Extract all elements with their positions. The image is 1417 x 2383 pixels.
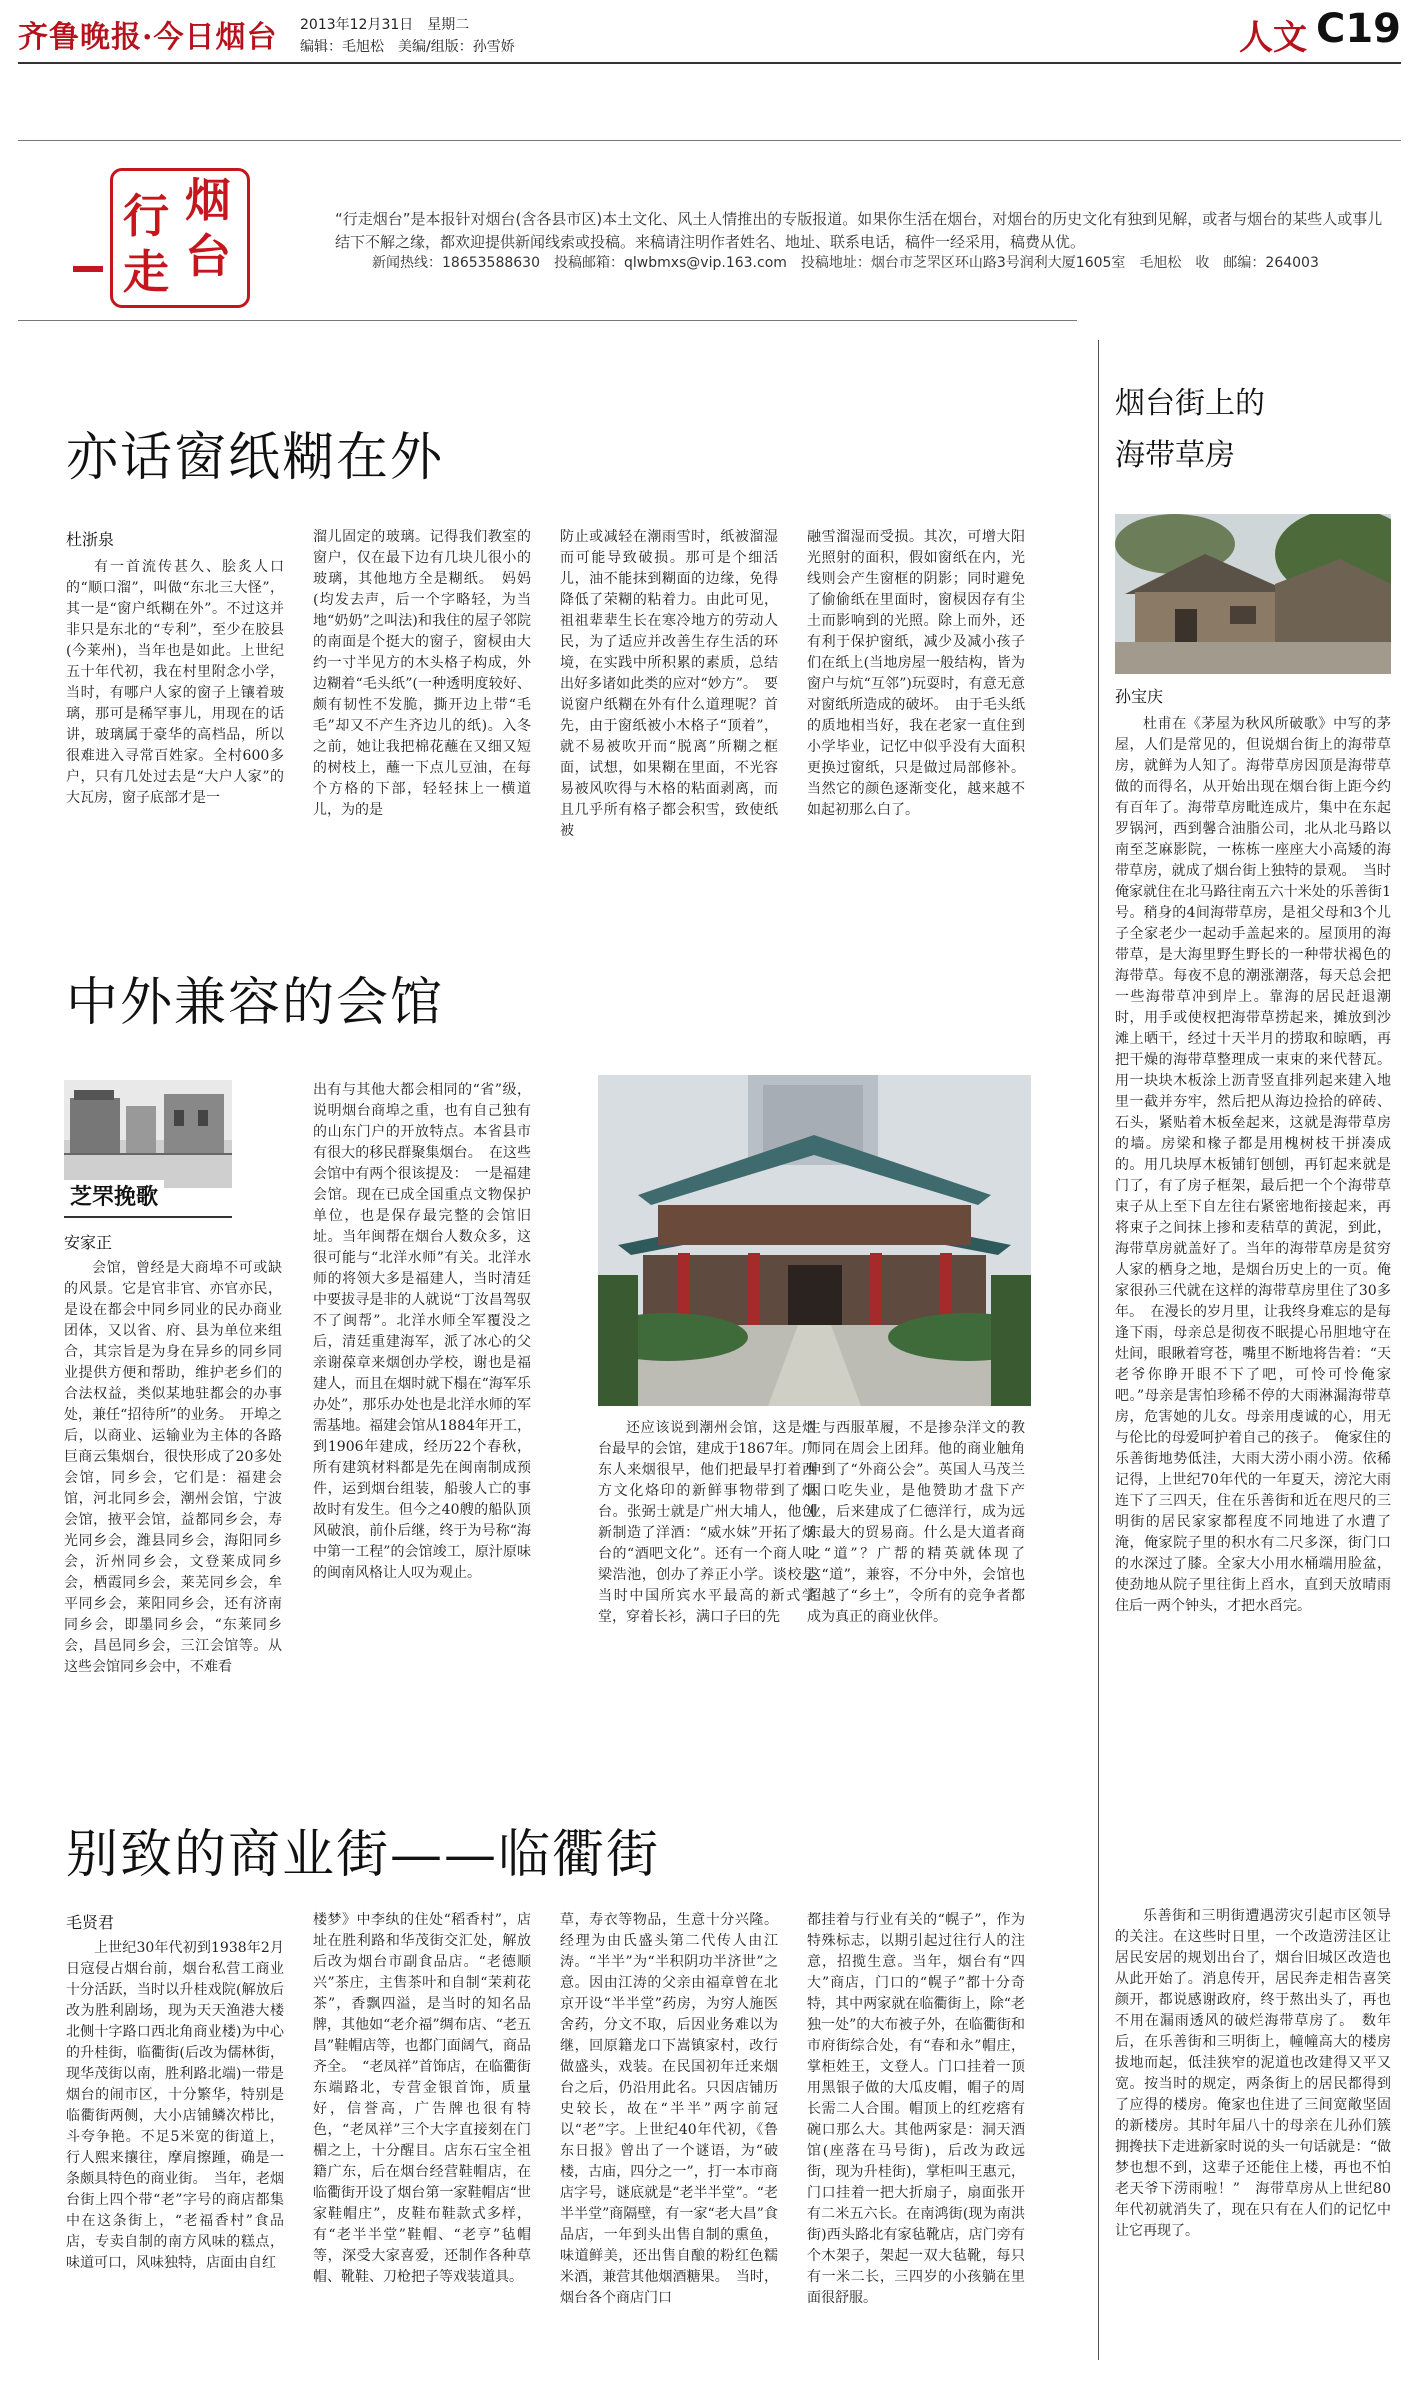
article2-title: 中外兼容的会馆 xyxy=(66,973,445,1033)
issue-date: 2013年12月31日 星期二 xyxy=(300,17,470,33)
article2-column: 还应该说到潮州会馆，这是烟台最早的会馆，建成于1867年。广东人来烟很早，他们把最早打着西方文化烙印的新鲜事物带到了烟台。张弼士就是广州大埔人，他创新制造了洋酒：“威水妹”开拓了烟台的“酒吧文化”。还有一个商人叫梁浩池，创办了养正小学。谈校是当时中国所宾水平最高的新式学堂，穿着长衫，满口子曰的先 xyxy=(598,1420,816,1625)
contact-info: 新闻热线：18653588630 投稿邮箱：qlwbmxs@vip.163.com 投稿地址：烟台市芝罘区环山路3号润利大厦1605室 毛旭松 收 邮编：264003 xyxy=(372,255,1319,271)
article3-column: 楼梦》中李纨的住处“稻香村”，店址在胜利路和华茂街交汇处，解放后改为烟台市副食品店。“老德顺兴”茶庄，主售茶叶和自制“茉莉花茶”，香飘四溢，是当时的知名品牌，其他如“老介福”绸布店、“老五昌”鞋帽店等，也都门面阔气，商品齐全。 “老凤祥”首饰店，在临衢街东端路北，专营金银首饰，质量好，信誉高，广告牌也很有特色，“老凤祥”三个大字直接刻在门楣之上，十分醒目。店东石宝全祖籍广东，后在烟台经营鞋帽店，在临衢街开设了烟台第一家鞋帽店“世家鞋帽庄”，皮鞋布鞋款式多样，有“老半半堂”鞋帽、“老亨”毡帽等，深受大家喜爱，还制作各种草帽、靴鞋、刀枪把子等戏装道具。 xyxy=(313,1912,531,2285)
article3-column: 都挂着与行业有关的“幌子”，作为特殊标志，以期引起过往行人的注意，招揽生意。当年，烟台有“四大”商店，门口的“幌子”都十分奇特，其中两家就在临衢街上，除“老独一处”的大布被子外，在临衢街和市府街综合处，有“春和永”帽庄，掌柜姓王，文登人。门口挂着一顶用黑银子做的大瓜皮帽，帽子的周长需二人合围。帽顶上的红疙瘩有碗口那么大。其他两家是：洞天酒馆(座落在马号街)，后改为政远街，现为升桂街)，掌柜叫王惠元，门口挂着一把大折扇子，扇面张开有二米五六长。在南鸿街(现为南洪街)西头路北有家毡靴店，店门旁有个木架子，架起一双大毡靴，每只有一米二长，三四岁的小孩躺在里面很舒服。 xyxy=(807,1912,1025,2306)
header-rule xyxy=(18,62,1401,64)
seal-accent-bar xyxy=(73,266,103,272)
section-name: 人文 xyxy=(1239,18,1307,58)
column-seal-logo xyxy=(110,168,250,308)
article1-column: 防止或减轻在潮雨雪时，纸被溜湿而可能导致破损。那可是个细活儿，油不能抹到糊面的边缘，免得降低了荣糊的粘着力。由此可见，祖祖辈辈生长在寒冷地方的劳动人民，为了适应并改善生存生活的环境，在实践中所积累的素质，总结出好多诸如此类的应对“妙方”。 要说窗户纸糊在外有什么道理呢？首先，由于窗纸被小木格子“顶着”，就不易被吹开而“脱离”所糊之框面，试想，如果糊在里面，不光容易被风吹得与木格的粘面剥离，而且几乎所有格子都会积雪，致使纸被 xyxy=(560,529,778,839)
article1-title: 亦话窗纸糊在外 xyxy=(66,428,445,488)
sidebar-title: 烟台街上的 xyxy=(1115,386,1265,421)
header-rule-thin xyxy=(18,140,1401,141)
page-number: C19 xyxy=(1315,6,1401,52)
article3-title: 别致的商业街——临衢街 xyxy=(66,1825,661,1885)
article1-column: 融雪溜湿而受损。其次，可增大阳光照射的面积，假如窗纸在内，光线则会产生窗框的阴影；同时避免了偷偷纸在里面时，窗棂因存有尘土而影响到的光照。除上而外，还有利于保护窗纸，减少及减小孩子们在纸上(当地房屋一般结构，皆为窗户与炕“互邻”)玩耍时，有意无意对窗纸所造成的破坏。 由于毛头纸的质地相当好，我在老家一直住到小学毕业，记忆中似乎没有大面积更换过窗纸，只是做过局部修补。当然它的颜色逐渐变化，越来越不如起初那么白了。 xyxy=(807,529,1025,818)
article2-column: 会馆，曾经是大商埠不可或缺的风景。它是官非官、亦官亦民，是设在都会中同乡同业的民办商业团体，又以省、府、县为单位来组合，其宗旨是为身在异乡的同乡同业提供方便和帮助，维护老乡们的合法权益，类似某地驻都会的办事处，兼任“招待所”的业务。 开埠之后，以商业、运输业为主体的各路巨商云集烟台，很快形成了20多处会馆，同乡会，它们是：福建会馆，河北同乡会，潮州会馆，宁波会馆，掖平会馆，益都同乡会，寿光同乡会，潍县同乡会，海阳同乡会，沂州同乡会，文登莱成同乡会，栖霞同乡会，莱芜同乡会，牟平同乡会，莱阳同乡会，还有济南同乡会，即墨同乡会，“东莱同乡会，昌邑同乡会，三江会馆等。从这些会馆同乡会中，不难看 xyxy=(64,1260,282,1675)
column-tag: 芝罘挽歌 xyxy=(64,1180,164,1211)
sidebar-title: 海带草房 xyxy=(1115,438,1235,473)
article1-author: 杜浙泉 xyxy=(66,530,115,549)
column-tag-rule xyxy=(64,1216,232,1218)
sidebar-column: 乐善街和三明街遭遇涝灾引起市区领导的关注。在这些时日里，一个改造涝洼区让居民安居的规划出台了，烟台旧城区改造也从此开始了。消息传开，居民奔走相告喜笑颜开，都说感谢政府，终于熬出头了，再也不用在漏雨透风的破烂海带草房了。 数年后，在乐善街和三明街上，幢幢高大的楼房拔地而起，低洼狭窄的泥道也改建得又平又宽。按当时的规定，两条街上的居民都得到了应得的楼房。俺家也住进了三间宽敞坚固的新楼房。其时年届八十的母亲在儿孙们簇拥搀扶下走进新家时说的头一句话就是：“做梦也想不到，这辈子还能住上楼，再也不怕老天爷下涝雨啦！” 海带草房从上世纪80年代初就消失了，现在只有在人们的记忆中让它再现了。 xyxy=(1115,1908,1391,2239)
article2-author: 安家正 xyxy=(64,1233,113,1252)
article2-column: 出有与其他大都会相同的“省”级，说明烟台商埠之重，也有自己独有的山东门户的开放特点。本省县市有很大的移民群聚集烟台。 在这些会馆中有两个很该提及： 一是福建会馆。现在已成全国重点文物保护单位，也是保存最完整的会馆旧址。当年闽帮在烟台人数众多，这很可能与“北洋水师”有关。北洋水师的将领大多是福建人，当时清廷中要拔寻是非的人就说“丁汝昌驾驭不了闽帮”。北洋水师全军覆没之后，清廷重建海军，派了冰心的父亲谢葆章来烟创办学校，谢也是福建人，而且在烟时就下榻在“海军乐办处”，那乐办处也是北洋水师的军需基地。福建会馆从1884年开工，到1906年建成，经历22个春秋，所有建筑材料都是先在闽南制成预件，运到烟台组装，船骏人亡的事故时有发生。但今之40艘的船队顶风破浪，前仆后继，终于为号称“海中第一工程”的会馆竣工，原汁原味的闽南风格让人叹为观止。 xyxy=(313,1082,531,1581)
article1-column: 有一首流传甚久、脍炙人口的“顺口溜”，叫做“东北三大怪”，其一是“窗户纸糊在外”。不过这并非只是东北的“专利”，至少在胶县(今莱州)，当年也是如此。上世纪五十年代初，我在村里附念小学，当时，有哪户人家的窗子上镶着玻璃，那可是稀罕事儿，用现在的话讲，玻璃属于豪华的高档品，所以很难进入寻常百姓家。全村600多户，只有几处过去是“大户人家”的大瓦房，窗子底部才是一 xyxy=(66,559,284,806)
seal-char: 烟 xyxy=(185,173,231,227)
sidebar-rule xyxy=(1098,340,1099,2360)
alley-photo xyxy=(64,1080,232,1188)
banner-rule xyxy=(18,320,1077,321)
editors-credit: 编辑：毛旭松 美编/组版：孙雪娇 xyxy=(300,39,515,55)
article2-column: 生与西服革履，不是掺杂洋文的教师同在周会上团拜。他的商业触角伸到了“外商公会”。英国人马茂兰因口吃失业，是他赞助才盘下产业，后来建成了仁德洋行，成为远东最大的贸易商。什么是大道者商之“道”？广帮的精英就体现了这“道”，兼容，不分中外，会馆也超越了“乡土”，令所有的竞争者都成为真正的商业伙伴。 xyxy=(807,1420,1025,1625)
guild-hall-photo xyxy=(598,1075,1031,1406)
article3-column: 草，寿衣等物品，生意十分兴隆。经理为由氏盛头第二代传人由江涛。“半半”为“半积阴功半济世”之意。因由江涛的父亲由福章曾在北京开设“半半堂”药房，为穷人施医舍药，分文不取，后因业务难以为继，回原籍龙口下嵩镇家村，改行做盛头，戏装。在民国初年迁来烟台之后，仍沿用此名。只因店铺历史较长，故在“半半”两字前冠以“老”字。上世纪40年代初，《鲁东日报》曾出了一个谜语，为“破楼，古庙，四分之一”，打一本市商店字号，谜底就是“老半半堂”。“老半半堂”商隔壁，有一家“老大昌”食品店，一年到头出售自制的熏鱼，味道鲜美，还出售自酿的粉红色糯米酒，兼营其他烟酒糖果。 当时，烟台各个商店门口 xyxy=(560,1912,778,2306)
seal-char: 行 xyxy=(123,189,169,243)
sidebar-author: 孙宝庆 xyxy=(1115,687,1164,706)
newspaper-brand: 齐鲁晚报·今日烟台 xyxy=(18,20,278,55)
seal-char: 台 xyxy=(185,229,231,283)
seaweed-house-photo xyxy=(1115,514,1391,674)
article1-column: 溜儿固定的玻璃。记得我们教室的窗户，仅在最下边有几块儿很小的玻璃，其他地方全是糊纸。 妈妈(均发去声，后一个字略轻，为当地“奶奶”之叫法)和我住的屋子邻院的南面是个挺大的窗子，窗棂由大约一寸半见方的木头格子构成，外边糊着“毛头纸”(一种透明度较好、颇有韧性不发脆，撕开边上带“毛毛”却又不产生齐边儿的纸)。入冬之前，她让我把棉花蘸在又细又短的树枝上，蘸一下点儿豆油，在每个方格的下部，轻轻抹上一横道儿，为的是 xyxy=(313,529,531,818)
sidebar-column: 杜甫在《茅屋为秋风所破歌》中写的茅屋，人们是常见的，但说烟台街上的海带草房，就鲜为人知了。海带草房因顶是海带草做的而得名，从开始出现在烟台街上距今约有百年了。海带草房毗连成片，集中在东起罗锅河，西到馨合油脂公司，北从北马路以南至芝麻影院，一栋栋一座座大小高矮的海带草房，就成了烟台街上独特的景观。 当时俺家就住在北马路往南五六十米处的乐善街1号。稍身的4间海带草房，是祖父母和3个儿子全家老少一起动手盖起来的。屋顶用的海带草，是大海里野生野长的一种带状褐色的海带草。每夜不息的潮涨潮落，每天总会把一些海带草冲到岸上。靠海的居民赶退潮时，用手或使杈把海带草捞起来，摊放到沙滩上晒干，经过十天半月的捞取和晾晒，再把干燥的海带草整理成一束束的来代替瓦。用一块块木板涂上沥青竖直排列起来建入地里一截并夯牢，然后把从海边捡拾的碎砖、石头，紧贴着木板垒起来，这就是海带草房的墙。房梁和椽子都是用槐树枝干拼凑成的。用几块厚木板铺钉刨刨，再钉起来就是门了，有了房子框架，最后把一个个海带草束子从上至下自左往右紧密地衔接起来，再将束子之间抹上掺和麦秸草的黄泥，到此，海带草房就盖好了。当年的海带草房是贫穷人家的栖身之地，是烟台历史上的一页。俺家很孙三代就在这样的海带草房里住了30多年。 在漫长的岁月里，让我终身难忘的是每逢下雨，母亲总是彻夜不眠提心吊胆地守在灶间，眼瞅着穹苍，嘴里不断地将告着：“天老爷你睁开眼不下了吧，可怜可怜俺家吧。”母亲是害怕珍稀不停的大雨淋漏海带草房，危害她的儿女。母亲用虔诚的心，用无与伦比的母爱呵护着自己的孩子。 俺家住的乐善街地势低洼，大雨大涝小雨小涝。依稀记得，上世纪70年代的一年夏天，滂沱大雨连下了三四天，住在乐善街和近在咫尺的三明街的居民家家都程度不同地进了水遭了淹，俺家院子里的积水有二尺多深，街门口的水深过了膝。全家大小用水桶端用脸盆，使劲地从院子里往街上舀水，直到天放晴雨住后一两个钟头，才把水舀完。 xyxy=(1115,716,1391,1614)
column-introduction: “行走烟台”是本报针对烟台(含各县市区)本土文化、风土人情推出的专版报道。如果你生活在烟台，对烟台的历史文化有独到见解，或者与烟台的某些人或事儿结下不解之缘，都欢迎提供新闻线索或投稿。来稿请注明作者姓名、地址、联系电话，稿件一经采用，稿费从优。 xyxy=(335,210,1383,251)
seal-char: 走 xyxy=(123,245,169,299)
article3-author: 毛贤君 xyxy=(66,1913,115,1932)
article3-column: 上世纪30年代初到1938年2月日寇侵占烟台前，烟台私营工商业十分活跃，当时以升桂戏院(解放后改为胜利剧场，现为天天渔港大楼北侧十字路口西北角商业楼)为中心的升桂街，临衢街(后改为儒林街，现华茂街以南，胜利路北端)一带是烟台的闹市区，十分繁华，特别是临衢街两侧，大小店铺鳞次栉比，斗夸争艳。不足5米宽的街道上，行人熙来攘往，摩肩擦踵，确是一条颇具特色的商业街。 当年，老烟台街上四个带“老”字号的商店都集中在这条街上，“老福香村”食品店，专卖自制的南方风味的糕点，味道可口，风味独特，店面由自红 xyxy=(66,1940,284,2271)
